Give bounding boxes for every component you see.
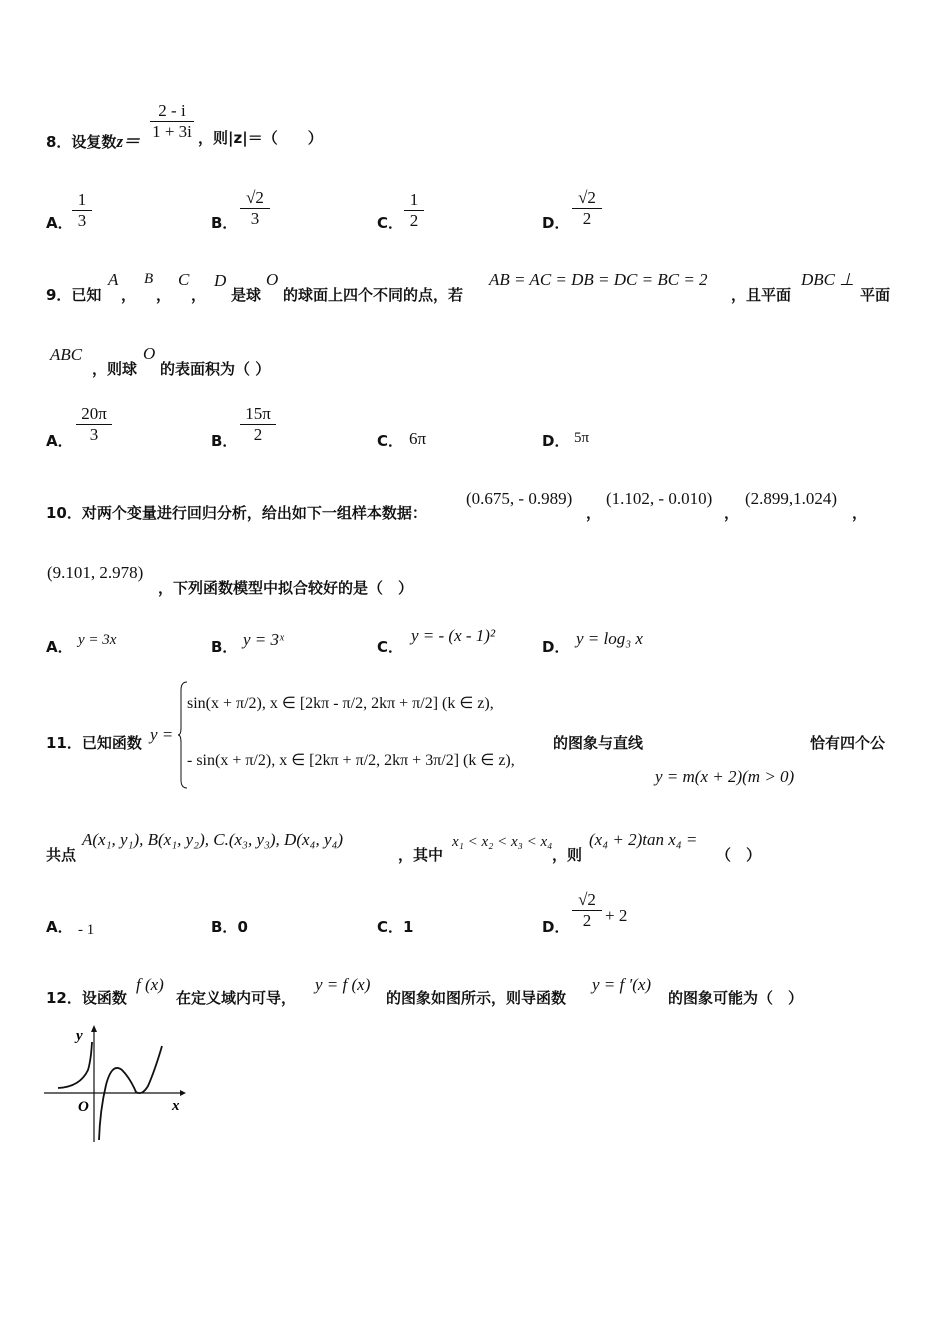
q10-option-c: y = - (x - 1)²: [411, 626, 496, 645]
q8-stem-text: 8．设复数: [46, 133, 117, 151]
q8-option-b: [240, 188, 270, 229]
q10-comma-3: ，: [852, 504, 868, 522]
q11-tail: 恰有四个公: [810, 734, 886, 752]
q9-stem: 9．已知: [46, 286, 102, 304]
q11-option-b: 0: [237, 918, 248, 936]
q8-d-num: √2: [578, 188, 596, 207]
q12-tail: 的图象可能为（ ）: [668, 989, 804, 1007]
q12-f1: f (x): [136, 975, 164, 994]
q12-graph: [40, 1020, 200, 1150]
q10-option-c-label: C．: [377, 638, 404, 656]
q8-tail: ，则|z|＝（ ）: [198, 129, 323, 147]
q9-option-d: 5π: [574, 430, 590, 446]
q10-line2-tail: ，下列函数模型中拟合较好的是（ ）: [158, 579, 414, 597]
q8-b-num: √2: [246, 188, 264, 207]
q11-line2-a: 共点: [46, 846, 77, 864]
q11-option-b-label: [211, 916, 248, 937]
q9-option-a-label: A．: [46, 432, 73, 450]
q12-x-label: x: [172, 1098, 180, 1114]
q12-curve-left: [58, 1042, 92, 1088]
q8-frac-den: 1 + 3i: [150, 121, 194, 142]
q12-f2: y = f (x): [315, 975, 371, 994]
q9-option-d-label: D．: [542, 432, 570, 450]
q11-stem: 11．已知函数: [46, 734, 142, 752]
q9-point-c: C: [178, 270, 190, 289]
q11-option-a: - 1: [78, 922, 95, 938]
q8-option-a-label: A．: [46, 214, 73, 232]
q11-option-c: 1: [403, 918, 414, 936]
q11-expr: (x₄ + 2)tan x₄ =: [589, 830, 698, 849]
q9-line2-a: ，则球: [92, 360, 138, 378]
q8-option-a: [72, 190, 92, 231]
q9-point-d: D: [214, 271, 227, 290]
q11-order: x₁ < x₂ < x₃ < x₄: [452, 834, 553, 850]
q11-option-a-label: A．: [46, 918, 73, 936]
q10-option-b-label: B．: [211, 638, 238, 656]
q9-option-c-label: C．: [377, 432, 404, 450]
q12-mid1: 在定义域内可导，: [176, 989, 297, 1007]
q11-line2-d: （ ）: [716, 846, 762, 864]
q10-option-d-label: D．: [542, 638, 570, 656]
q8-c-den: 2: [404, 210, 424, 231]
q9-option-b: [240, 404, 276, 445]
q9-b-num: 15π: [245, 404, 271, 423]
q12-y-label: y: [76, 1028, 83, 1044]
q10-data-3: (2.899,1.024): [745, 489, 838, 508]
q8-b-den: 3: [240, 208, 270, 229]
q8-option-d-label: D．: [542, 214, 570, 232]
q12-f3: y = f ′(x): [592, 975, 652, 994]
q9-point-b: B: [144, 271, 154, 287]
q8-option-b-label: B．: [211, 214, 238, 232]
q8-stem: [46, 127, 140, 152]
q8-option-d: [572, 188, 602, 229]
q8-option-c: [404, 190, 424, 231]
q10-comma-2: ，: [724, 504, 740, 522]
q12-mid2: 的图象如图所示，则导函数: [386, 989, 567, 1007]
q11-case-1: sin(x + π/2), x ∈ [2kπ - π/2, 2kπ + π/2] (k ∈ z),: [187, 695, 494, 712]
q11-d-den: 2: [572, 910, 602, 931]
q9-ball-o: O: [266, 270, 279, 289]
q8-fraction: [150, 101, 194, 142]
q8-a-den: 3: [72, 210, 92, 231]
q9-equation: AB = AC = DB = DC = BC = 2: [489, 270, 708, 289]
q11-option-c-label: [377, 916, 413, 937]
q9-b-den: 2: [240, 424, 276, 445]
q10-option-a-label: A．: [46, 638, 73, 656]
q10-stem: 10．对两个变量进行回归分析，给出如下一组样本数据：: [46, 504, 427, 522]
q12-y-arrow-icon: [91, 1025, 97, 1032]
q11-option-d-label: D．: [542, 918, 570, 936]
q11-option-d-plus: + 2: [605, 906, 628, 925]
q11-option-d-frac: [572, 890, 602, 931]
q11-y-eq: y =: [150, 725, 174, 744]
q11-line2-b: ，其中: [398, 846, 444, 864]
q11-b-label-text: B．: [211, 918, 238, 936]
q11-points: A(x₁, y₁), B(x₁, y₂), C.(x₃, y₃), D(x₄, y₄): [82, 830, 344, 849]
q9-mid3: ，且平面: [731, 286, 792, 304]
q11-d-num: √2: [578, 890, 596, 909]
q8-frac-num: 2 - i: [158, 101, 186, 120]
q8-z: z＝: [116, 132, 141, 151]
q12-x-arrow-icon: [180, 1090, 186, 1096]
q10-comma-1: ，: [586, 504, 602, 522]
q9-mid1: 是球: [231, 286, 262, 304]
q9-a-den: 3: [76, 424, 112, 445]
q10-option-a: y = 3x: [78, 632, 117, 648]
q11-line2-c: ，则: [552, 846, 583, 864]
q9-tail: 平面: [860, 286, 891, 304]
q9-sep-2: ，: [156, 286, 172, 304]
q10-data-4: (9.101, 2.978): [47, 563, 144, 582]
q9-line2-b: 的表面积为（ ）: [160, 360, 271, 378]
q9-point-a: A: [108, 270, 119, 289]
q9-plane-dbc: DBC ⊥: [801, 270, 855, 289]
q11-line: y = m(x + 2)(m > 0): [655, 767, 795, 786]
q8-c-num: 1: [409, 190, 419, 209]
q11-c-label-text: C．: [377, 918, 404, 936]
q9-sep-3: ，: [191, 286, 207, 304]
q9-sep-1: ，: [121, 286, 137, 304]
q10-option-d: y = log₃ x: [576, 629, 643, 648]
q9-a-num: 20π: [81, 404, 107, 423]
q9-mid2: 的球面上四个不同的点，若: [283, 286, 464, 304]
q8-a-num: 1: [77, 190, 87, 209]
q12-origin-label: O: [78, 1099, 89, 1115]
q10-option-b: y = 3ˣ: [243, 630, 284, 649]
q10-data-2: (1.102, - 0.010): [606, 489, 713, 508]
q9-line2-o: O: [143, 344, 156, 363]
q8-d-den: 2: [572, 208, 602, 229]
q9-plane-abc: ABC: [50, 345, 83, 364]
q8-option-c-label: C．: [377, 214, 404, 232]
q10-data-1: (0.675, - 0.989): [466, 489, 573, 508]
q11-case-2: - sin(x + π/2), x ∈ [2kπ + π/2, 2kπ + 3π/2] (k ∈ z),: [187, 752, 515, 769]
q12-stem: 12．设函数: [46, 989, 127, 1007]
q9-option-b-label: B．: [211, 432, 238, 450]
q9-option-a: [76, 404, 112, 445]
q11-mid: 的图象与直线: [553, 734, 644, 752]
q9-option-c: 6π: [409, 429, 427, 448]
